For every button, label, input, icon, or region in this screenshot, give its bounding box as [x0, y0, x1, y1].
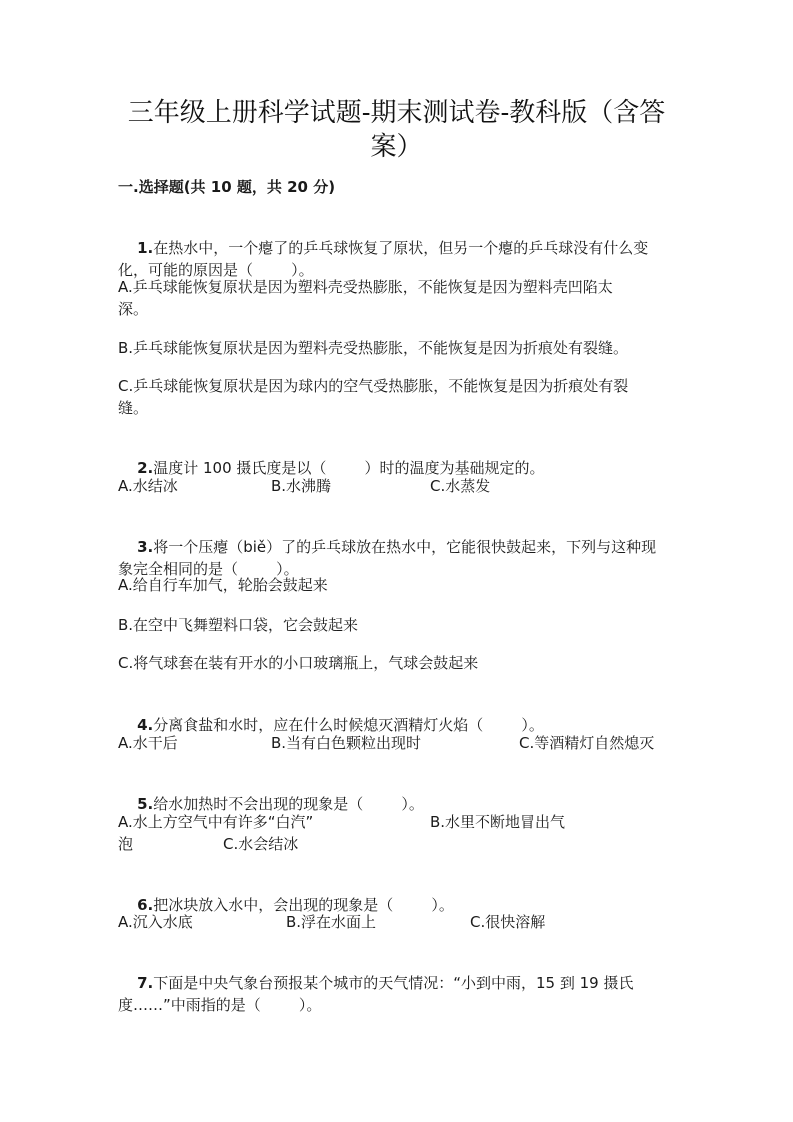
option-3b: B.在空中飞舞塑料口袋，它会鼓起来: [118, 616, 359, 634]
question-number: 5.: [137, 795, 154, 813]
option-2b: B.水沸腾: [271, 477, 332, 495]
question-number: 6.: [137, 896, 154, 914]
option-5a: A.水上方空气中有许多“白汽”: [118, 813, 314, 831]
option-4a: A.水干后: [118, 734, 178, 752]
option-1b: B.乒乓球能恢复原状是因为塑料壳受热膨胀，不能恢复是因为折痕处有裂缝。: [118, 339, 629, 357]
section-heading: 一.选择题(共 10 题，共 20 分): [118, 178, 336, 196]
question-number: 1.: [137, 239, 154, 257]
title-line-2: 案）: [370, 132, 423, 162]
title-line-1: 三年级上册科学试题-期末测试卷-教科版（含答: [127, 98, 666, 128]
option-1c: C.乒乓球能恢复原状是因为球内的空气受热膨胀，不能恢复是因为折痕处有裂 缝。: [118, 377, 629, 417]
question-text: 给水加热时不会出现的现象是（ ）。: [153, 795, 424, 813]
option-5b-continued: 泡: [118, 835, 134, 853]
options-row-5b: [118, 833, 678, 855]
question-text: 把冰块放入水中，会出现的现象是（ ）。: [153, 896, 454, 914]
question-number: 7.: [137, 974, 154, 992]
option-1a: A.乒乓球能恢复原状是因为塑料壳受热膨胀，不能恢复是因为塑料壳凹陷太 深。: [118, 278, 613, 318]
question-7: [118, 950, 678, 1038]
options-row-5a: [118, 811, 678, 833]
option-6c: C.很快溶解: [470, 913, 546, 931]
question-text: 分离食盐和水时，应在什么时候熄灭酒精灯火焰（ ）。: [153, 716, 544, 734]
option-2c: C.水蒸发: [430, 477, 491, 495]
question-number: 3.: [137, 538, 154, 556]
option-6b: B.浮在水面上: [286, 913, 377, 931]
question-number: 2.: [137, 459, 154, 477]
options-row-2: [118, 475, 678, 497]
option-4b: B.当有白色颗粒出现时: [271, 734, 422, 752]
option-6a: A.沉入水底: [118, 913, 193, 931]
options-row-4: [118, 732, 678, 754]
option-3c: C.将气球套在装有开水的小口玻璃瓶上，气球会鼓起来: [118, 654, 479, 672]
question-text: 下面是中央气象台预报某个城市的天气情况：“小到中雨，15 到 19 摄氏 度……”中雨指的是（ ）。: [118, 974, 634, 1014]
page-title: [118, 96, 675, 164]
option-4c: C.等酒精灯自然熄灭: [519, 734, 655, 752]
question-text: 温度计 100 摄氏度是以（ ）时的温度为基础规定的。: [153, 459, 545, 477]
question-text: 在热水中，一个瘪了的乒乓球恢复了原状，但另一个瘪的乒乓球没有什么变 化，可能的原因是（ ）。: [118, 239, 649, 279]
option-3a: A.给自行车加气，轮胎会鼓起来: [118, 576, 328, 594]
option-5c: C.水会结冰: [223, 835, 299, 853]
option-5b: B.水里不断地冒出气: [430, 813, 566, 831]
question-text: 将一个压瘪（biě）了的乒乓球放在热水中，它能很快鼓起来，下列与这种现 象完全相同的是（ ）。: [118, 538, 657, 578]
option-2a: A.水结冰: [118, 477, 178, 495]
options-row-6: [118, 911, 678, 933]
question-number: 4.: [137, 716, 154, 734]
